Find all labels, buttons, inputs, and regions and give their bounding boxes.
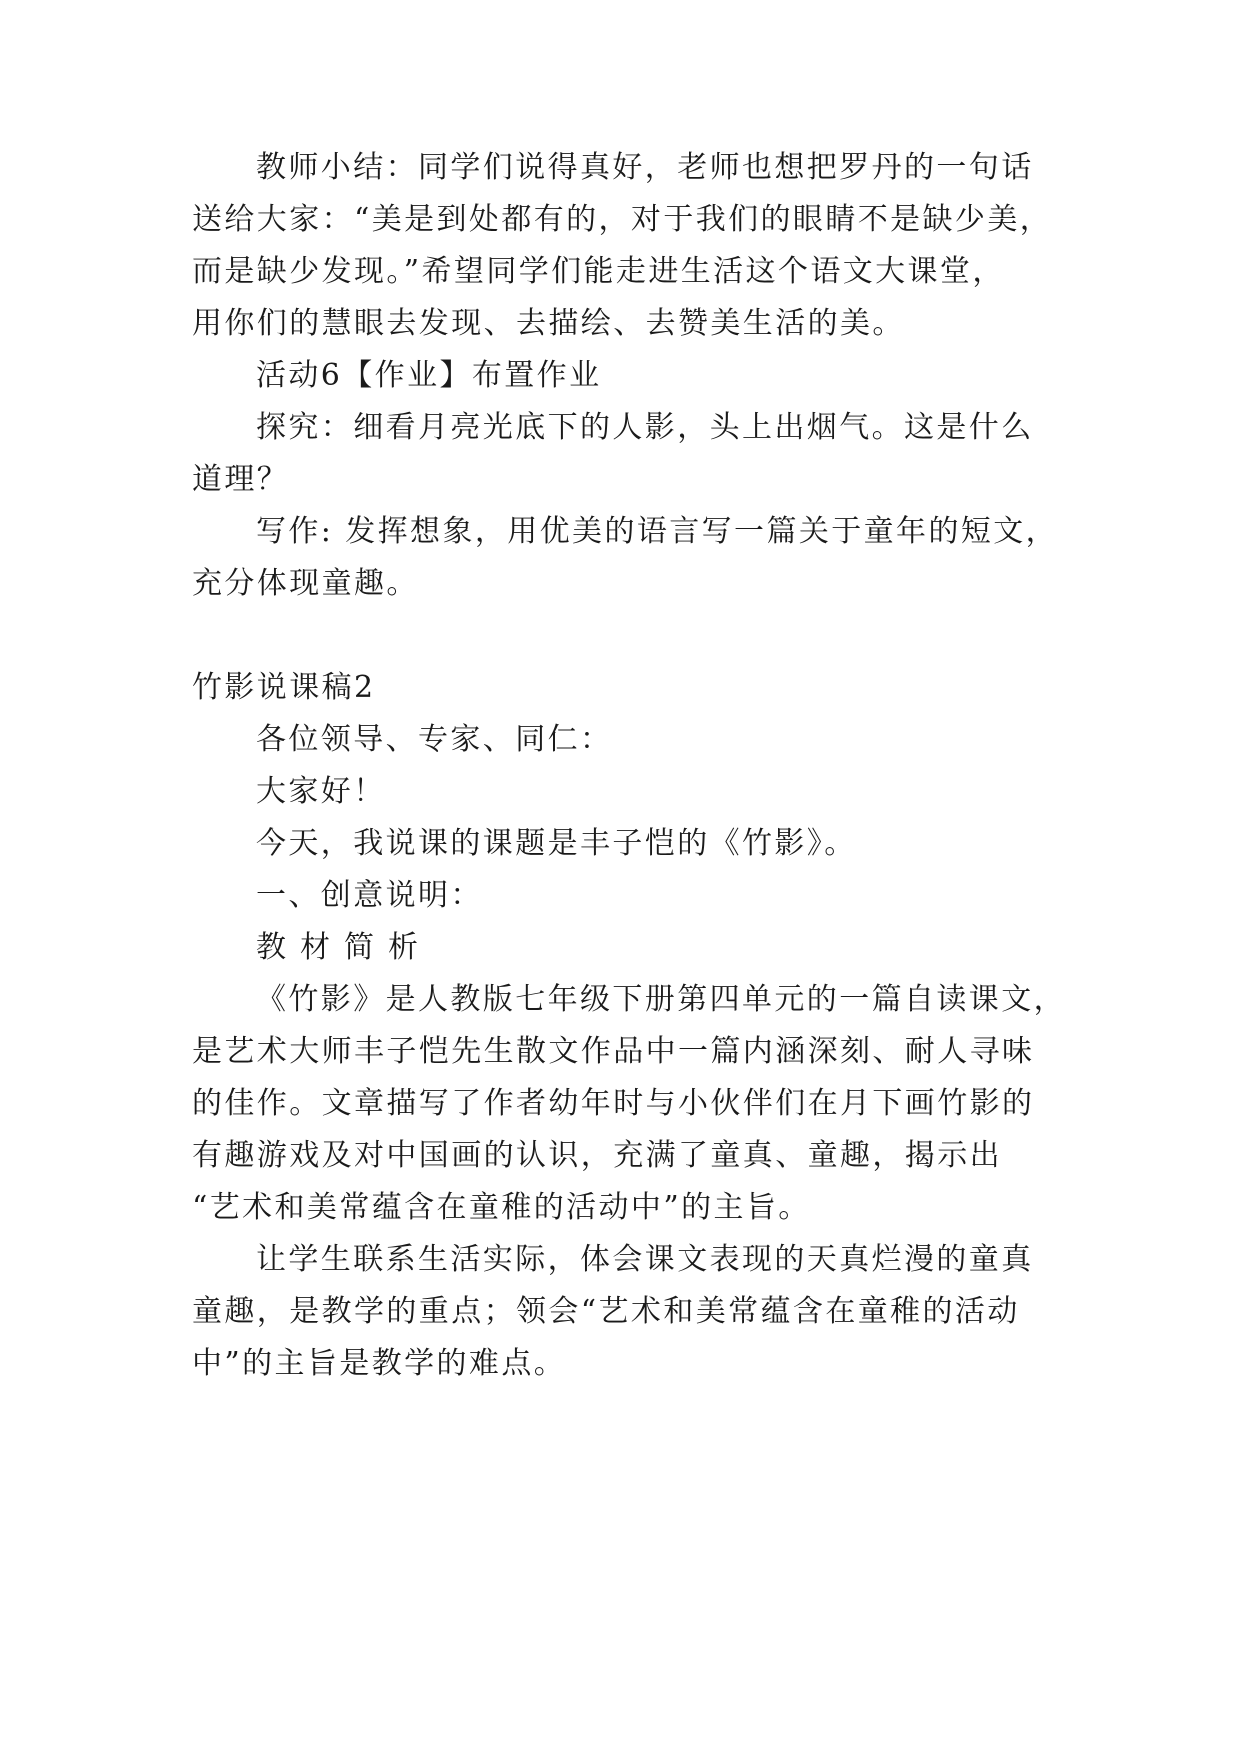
subheading-material-analysis: 教材简析 [256,930,432,965]
greeting: 各位领导、专家、同仁： [256,722,613,757]
material-line-2: 是艺术大师丰子恺先生散文作品中一篇内涵深刻、耐人寻味 [192,1034,1035,1069]
teacher-summary-line-3: 而是缺少发现。”希望同学们能走进生活这个语文大课堂， [192,254,1005,289]
heading-creative-description: 一、创意说明： [256,878,483,913]
key-points-line-2: 童趣，是教学的重点；领会“艺术和美常蕴含在童稚的活动 [192,1294,1020,1329]
writing-line-2: 充分体现童趣。 [192,566,419,601]
explore-line-1: 探究：细看月亮光底下的人影，头上出烟气。这是什么 [256,410,1034,445]
material-line-5: “艺术和美常蕴含在童稚的活动中”的主旨。 [192,1190,811,1225]
material-line-1: 《竹影》是人教版七年级下册第四单元的一篇自读课文， [256,982,1066,1017]
hello: 大家好！ [256,774,386,809]
key-points-line-3: 中”的主旨是教学的难点。 [192,1346,567,1381]
teacher-summary-line-1: 教师小结：同学们说得真好，老师也想把罗丹的一句话 [256,150,1034,185]
writing-line-1: 写作: 发挥想象，用优美的语言写一篇关于童年的短文， [256,514,1059,549]
section2-title: 竹影说课稿2 [192,670,376,705]
teacher-summary-line-2: 送给大家：“美是到处都有的，对于我们的眼睛不是缺少美， [192,202,1053,237]
activity6-heading: 活动6【作业】布置作业 [256,358,602,393]
topic: 今天，我说课的课题是丰子恺的《竹影》。 [256,826,857,861]
material-line-3: 的佳作。文章描写了作者幼年时与小伙伴们在月下画竹影的 [192,1086,1035,1121]
explore-line-2: 道理？ [192,462,290,497]
key-points-line-1: 让学生联系生活实际，体会课文表现的天真烂漫的童真 [256,1242,1034,1277]
material-line-4: 有趣游戏及对中国画的认识，充满了童真、童趣，揭示出 [192,1138,1002,1173]
teacher-summary-line-4: 用你们的慧眼去发现、去描绘、去赞美生活的美。 [192,306,905,341]
